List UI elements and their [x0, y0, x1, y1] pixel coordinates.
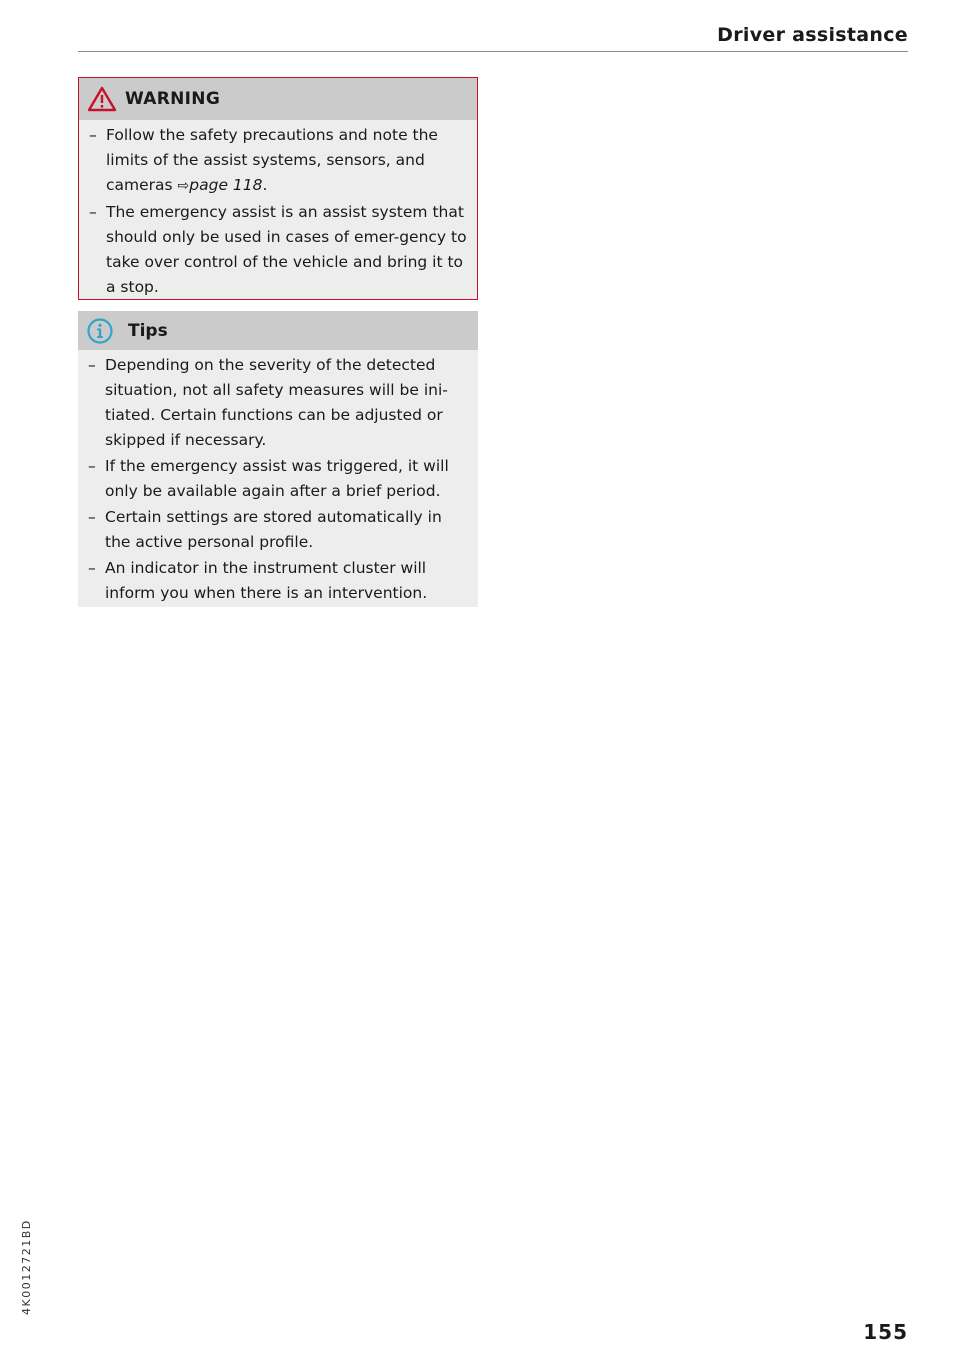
document-code: 4K0012721BD	[20, 1219, 33, 1315]
page-number: 155	[863, 1320, 908, 1344]
list-item: – Depending on the severity of the detected situation, not all safety measures will be ini-tiated. Certain functions can be adjusted or skipped if necessary.	[88, 356, 448, 449]
warning-title: WARNING	[125, 89, 221, 109]
tip-text: Depending on the severity of the detected situation, not all safety measures will be ini-tiated. Certain functions can be adjusted or skipped if necessary.	[105, 356, 448, 449]
header-divider	[78, 51, 908, 52]
warning-box	[78, 77, 478, 300]
warning-list	[79, 120, 477, 300]
warning-item-punct: .	[262, 176, 268, 194]
tips-header	[78, 311, 478, 350]
list-item: – The emergency assist is an assist system that should only be used in cases of emer-gency to take over control of the vehicle and bring it to a stop.	[89, 203, 467, 296]
tips-box	[78, 311, 478, 607]
list-item: – Certain settings are stored automatically in the active personal profile.	[88, 508, 442, 551]
tips-list	[78, 350, 478, 606]
list-item: – Follow the safety precautions and note the limits of the assist systems, sensors, and cameras ⇨page 118.	[89, 126, 438, 194]
list-item: – If the emergency assist was triggered, it will only be available again after a brief period.	[88, 457, 449, 500]
info-icon	[86, 317, 114, 345]
tip-text: An indicator in the instrument cluster will inform you when there is an intervention.	[105, 559, 428, 602]
page-ref-arrow-icon: ⇨	[177, 178, 190, 194]
warning-item-text: Follow the safety precautions and note the limits of the assist systems, sensors, and cameras	[106, 126, 438, 194]
section-header-title: Driver assistance	[717, 24, 908, 46]
warning-header	[79, 78, 477, 120]
warning-item-text: The emergency assist is an assist system that should only be used in cases of emer-gency to take over control of the vehicle and bring it to a stop.	[106, 203, 467, 296]
page-reference-link[interactable]: page 118	[189, 176, 263, 194]
list-item: – An indicator in the instrument cluster will inform you when there is an intervention.	[88, 559, 428, 602]
tip-text: If the emergency assist was triggered, it will only be available again after a brief period.	[105, 457, 449, 500]
tip-text: Certain settings are stored automatically in the active personal profile.	[105, 508, 442, 551]
tips-title: Tips	[128, 320, 168, 341]
warning-triangle-icon	[87, 86, 117, 112]
